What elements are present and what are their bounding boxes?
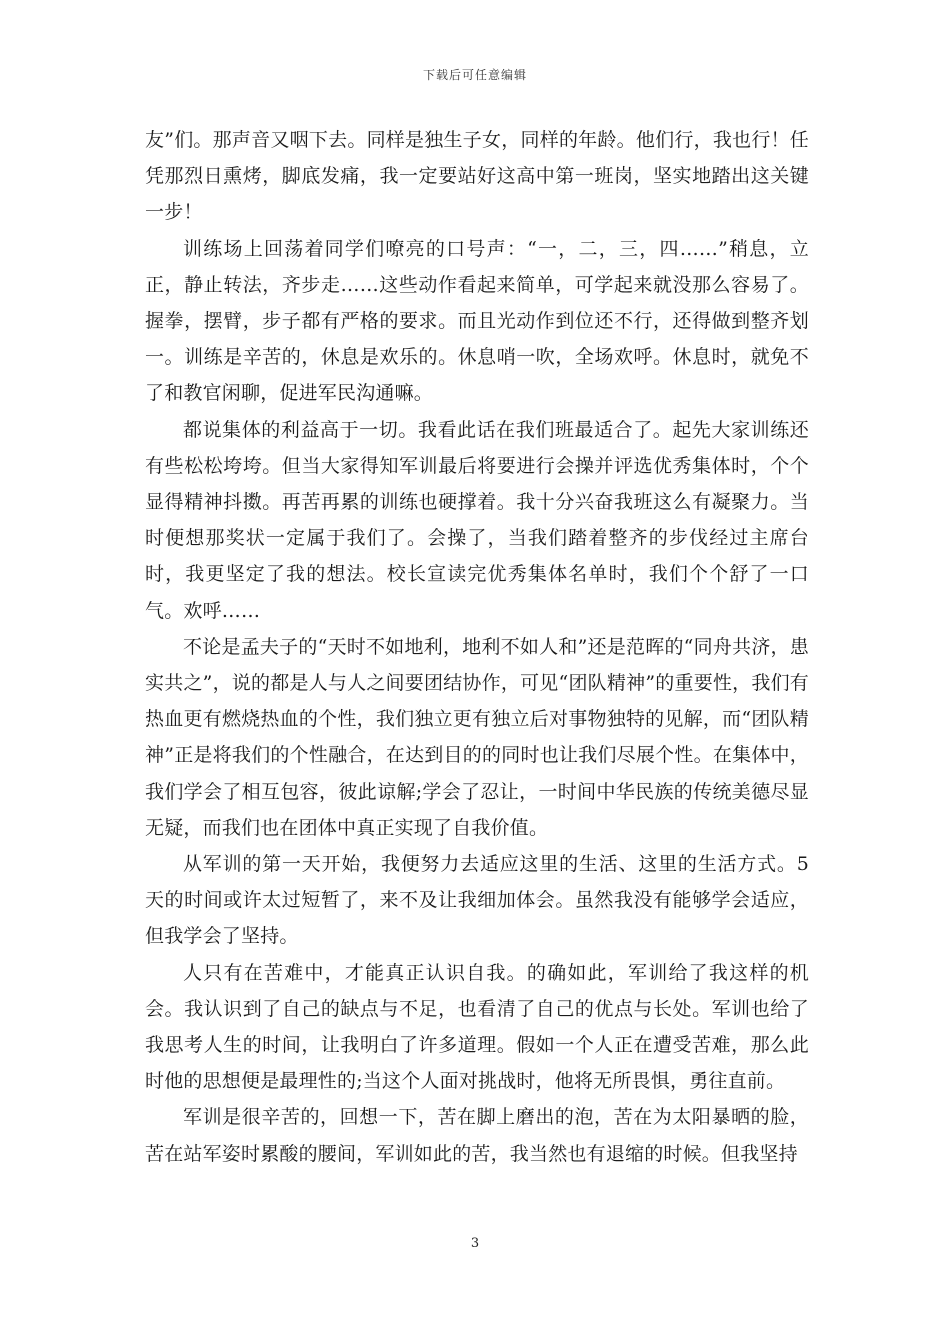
paragraph-3: 都说集体的利益高于一切。我看此话在我们班最适合了。起先大家训练还有些松松垮垮。但当大家得知军训最后将要进行会操并评选优秀集体时，个个显得精神抖擞。再苦再累的训练也硬撑着。我十分兴奋我班这么有凝聚力。当时便想那奖状一定属于我们了。会操了，当我们踏着整齐的步伐经过主席台时，我更坚定了我的想法。校长宣读完优秀集体名单时，我们个个舒了一口气。欢呼…… — [145, 418, 809, 622]
paragraph-6: 人只有在苦难中，才能真正认识自我。的确如此，军训给了我这样的机会。我认识到了自己的缺点与不足，也看清了自己的优点与长处。军训也给了我思考人生的时间，让我明白了许多道理。假如一个人正在遭受苦难，那么此时他的思想便是最理性的;当这个人面对挑战时，他将无所畏惧，勇往直前。 — [145, 961, 809, 1093]
paragraph-5: 从军训的第一天开始，我便努力去适应这里的生活、这里的生活方式。5天的时间或许太过短暂了，来不及让我细加体会。虽然我没有能够学会适应，但我学会了坚持。 — [145, 853, 809, 948]
essay-body — [145, 122, 809, 1172]
paragraph-4: 不论是孟夫子的“天时不如地利，地利不如人和”还是范晖的“同舟共济，患实共之”，说的都是人与人之间要团结协作，可见“团队精神”的重要性，我们有热血更有燃烧热血的个性，我们独立更有独立后对事物独特的见解，而“团队精神”正是将我们的个性融合，在达到目的的同时也让我们尽展个性。在集体中，我们学会了相互包容，彼此谅解;学会了忍让，一时间中华民族的传统美德尽显无疑，而我们也在团体中真正实现了自我价值。 — [145, 635, 809, 839]
paragraph-1: 友”们。那声音又咽下去。同样是独生子女，同样的年龄。他们行，我也行！任凭那烈日熏烤，脚底发痛，我一定要站好这高中第一班岗，坚实地踏出这关键一步！ — [145, 129, 809, 224]
page-header: 下载后可任意编辑 — [422, 68, 527, 82]
paragraph-2: 训练场上回荡着同学们嘹亮的口号声：“一，二，三，四……”稍息，立正，静止转法，齐步走……这些动作看起来简单，可学起来就没那么容易了。握拳，摆臂，步子都有严格的要求。而且光动作到位还不行，还得做到整齐划一。训练是辛苦的，休息是欢乐的。休息哨一吹，全场欢呼。休息时，就免不了和教官闲聊，促进军民沟通嘛。 — [145, 237, 809, 405]
paragraph-7: 军训是很辛苦的，回想一下，苦在脚上磨出的泡，苦在为太阳暴晒的脸，苦在站军姿时累酸的腰间，军训如此的苦，我当然也有退缩的时候。但我坚持 — [145, 1106, 809, 1165]
page-number: 3 — [470, 1236, 480, 1251]
